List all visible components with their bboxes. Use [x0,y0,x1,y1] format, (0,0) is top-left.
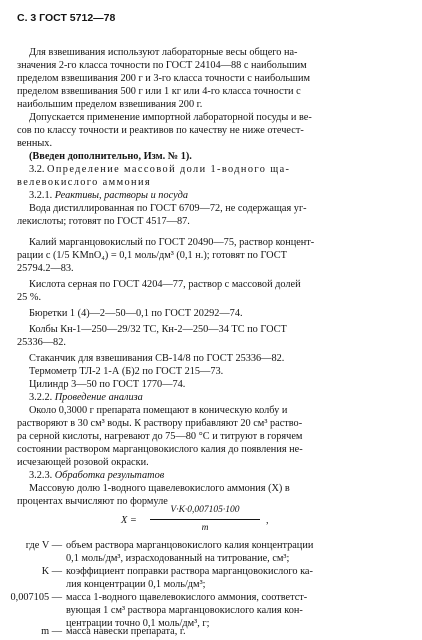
paragraph-line: Для взвешивания используют лабораторные весы общего на- [29,47,298,58]
reagent-kmno4-cont: 25794.2—83. [17,263,74,274]
reagent-kmno4: Калий марганцовокислый по ГОСТ 20490—75, раствор концент- [29,237,315,248]
analysis-line: Около 0,3000 г препарата помещают в коническую колбу и [29,405,288,416]
formula-tail: , [266,515,269,526]
section-title-cont: велевокислого аммония [17,177,151,188]
paragraph-line: наибольшим пределом взвешивания 200 г. [17,99,203,110]
section-3-2-1-heading [29,190,188,202]
section-number: 3.2.3. [29,470,53,481]
legend-label-k: K — [41,566,62,577]
equipment-weighing-glass: Стаканчик для взвешивания СВ-14/8 по ГОСТ 25336—82. [29,353,285,364]
paragraph-line: Допускается применение импортной лабораторной посуды и ве- [29,112,312,123]
legend-text: центрации точно 0,1 моль/дм³, г; [66,618,210,629]
equipment-cylinder: Цилиндр 3—50 по ГОСТ 1770—74. [29,379,186,390]
section-3-2-heading [29,164,290,176]
paragraph-line: сов по классу точности и реактивов по качеству не ниже отечест- [17,125,304,136]
legend-text: 0,1 моль/дм³, израсходованный на титрование, см³; [66,553,290,564]
formula-lhs: X = [121,515,137,526]
paragraph-line: венных. [17,138,53,149]
equipment-flasks: Колбы Кн-1—250—29/32 ТС, Кн-2—250—34 ТС по ГОСТ [29,324,287,335]
section-3-2-2-heading [29,392,143,404]
equipment-thermometer: Термометр ТЛ-2 1-А (Б)2 по ГОСТ 215—73. [29,366,224,377]
results-line: процентах вычисляют по формуле [17,496,168,507]
formula-numerator: V·K·0,007105·100 [170,505,240,515]
reagent-acid-cont: 25 %. [17,292,42,303]
section-number: 3.2.1. [29,190,53,201]
section-title: Определение массовой доли 1-водного ща- [47,164,291,175]
results-line: Массовую долю 1-водного щавелевокислого аммония (X) в [29,483,290,494]
equipment-flasks-cont: 25336—82. [17,337,66,348]
reagent-acid: Кислота серная по ГОСТ 4204—77, раствор с массовой долей [29,279,301,290]
section-title: Проведение анализа [54,392,143,403]
equipment-burette: Бюретки 1 (4)—2—50—0,1 по ГОСТ 20292—74. [29,308,243,319]
section-number: 3.2. [29,164,45,175]
analysis-line: растворяют в 30 см³ воды. К раствору прибавляют 20 см³ раство- [17,418,303,429]
fraction-bar [150,519,260,520]
analysis-line: ра серной кислоты, нагревают до 75—80 °С и титруют в горячем [17,431,303,442]
legend-label-constant: 0,007105 — [10,592,62,603]
reagent-water-cont: лекислоты; готовят по ГОСТ 4517—87. [17,216,190,227]
section-title: Реактивы, растворы и посуда [54,190,189,201]
reagent-water: Вода дистиллированная по ГОСТ 6709—72, не содержащая уг- [29,203,307,214]
legend-text: коэффициент поправки раствора марганцовокислого ка- [66,566,313,577]
page-header: С. 3 ГОСТ 5712—78 [17,12,116,24]
legend-text: вующая 1 см³ раствора марганцовокислого калия кон- [66,605,303,616]
legend-text: масса 1-водного щавелевокислого аммония, соответст- [66,592,308,603]
legend-label-m: m — [41,626,62,637]
formula-denominator: m [201,523,209,533]
legend-text: масса навески препарата, г. [66,626,186,637]
reagent-kmno4-cont: рации с (1/5 KMnO₄) = 0,1 моль/дм³ (0,1 н.); готовят по ГОСТ [17,250,287,261]
section-title: Обработка результатов [54,470,165,481]
legend-label-v: где V — [25,540,62,551]
paragraph-line: пределом взвешивания 200 г и 3-го класса точности с наибольшим [17,73,311,84]
paragraph-line: значения 2-го класса точности по ГОСТ 24104—88 с наибольшим [17,60,307,71]
section-3-2-3-heading [29,470,164,482]
amendment-note: (Введен дополнительно, Изм. № 1). [29,151,192,162]
legend-text: лия концентрации 0,1 моль/дм³; [66,579,206,590]
analysis-line: исчезающей розовой окраски. [17,457,149,468]
paragraph-line: пределом взвешивания 500 г или 1 кг или 4-го класса точности с [17,86,301,97]
legend-text: объем раствора марганцовокислого калия концентрации [66,540,314,551]
section-number: 3.2.2. [29,392,53,403]
analysis-line: состоянии раствором марганцовокислого калия до появления не- [17,444,303,455]
